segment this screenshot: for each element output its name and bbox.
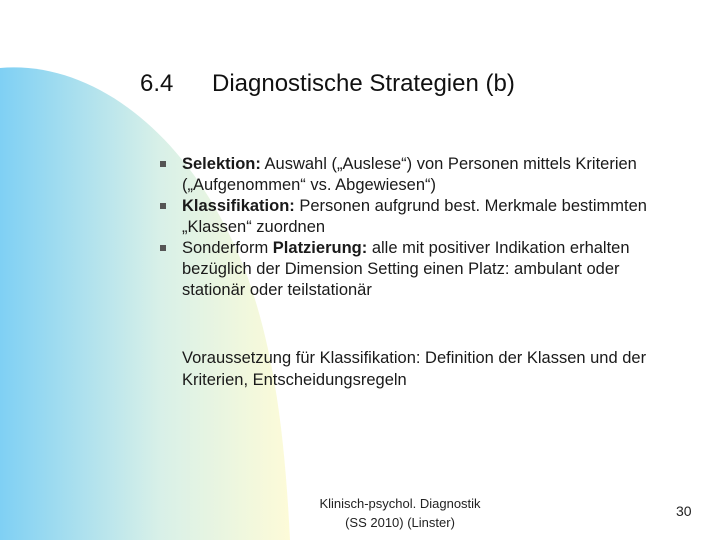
bullet-list [160,154,680,301]
bullet-square-icon [160,203,166,209]
bullet-text: Auswahl („Auslese“) von Personen mittels Kriterien („Aufgenommen“ vs. Abgewiesen“) [182,155,637,194]
slide-number: 6.4 [140,70,174,97]
footer-line-2: (SS 2010) (Linster) [345,515,455,530]
bullet-text: Personen aufgrund best. Merkmale bestimmten „Klassen“ zuordnen [182,197,647,236]
slide-title: Diagnostische Strategien (b) [212,70,515,97]
note-text: Voraussetzung für Klassifikation: Definition der Klassen und der Kriterien, Entscheidungsregeln [182,349,647,389]
bullet-square-icon [160,161,166,167]
bullet-prefix: Sonderform [182,239,273,257]
bullet-term: Platzierung: [272,239,368,257]
bullet-term: Selektion: [182,155,261,173]
page-number: 30 [676,503,692,519]
bullet-item-klassifikation [160,196,680,238]
footer [300,494,500,532]
bullet-term: Klassifikation: [182,197,295,215]
bullet-item-platzierung [160,238,680,301]
bullet-text: alle mit positiver Indikation erhalten bezüglich der Dimension Setting einen Platz: ambulant oder stationär oder teilstationär [182,239,630,299]
footer-line-1: Klinisch-psychol. Diagnostik [319,496,481,511]
bullet-square-icon [160,245,166,251]
bullet-item-selektion [160,154,680,196]
